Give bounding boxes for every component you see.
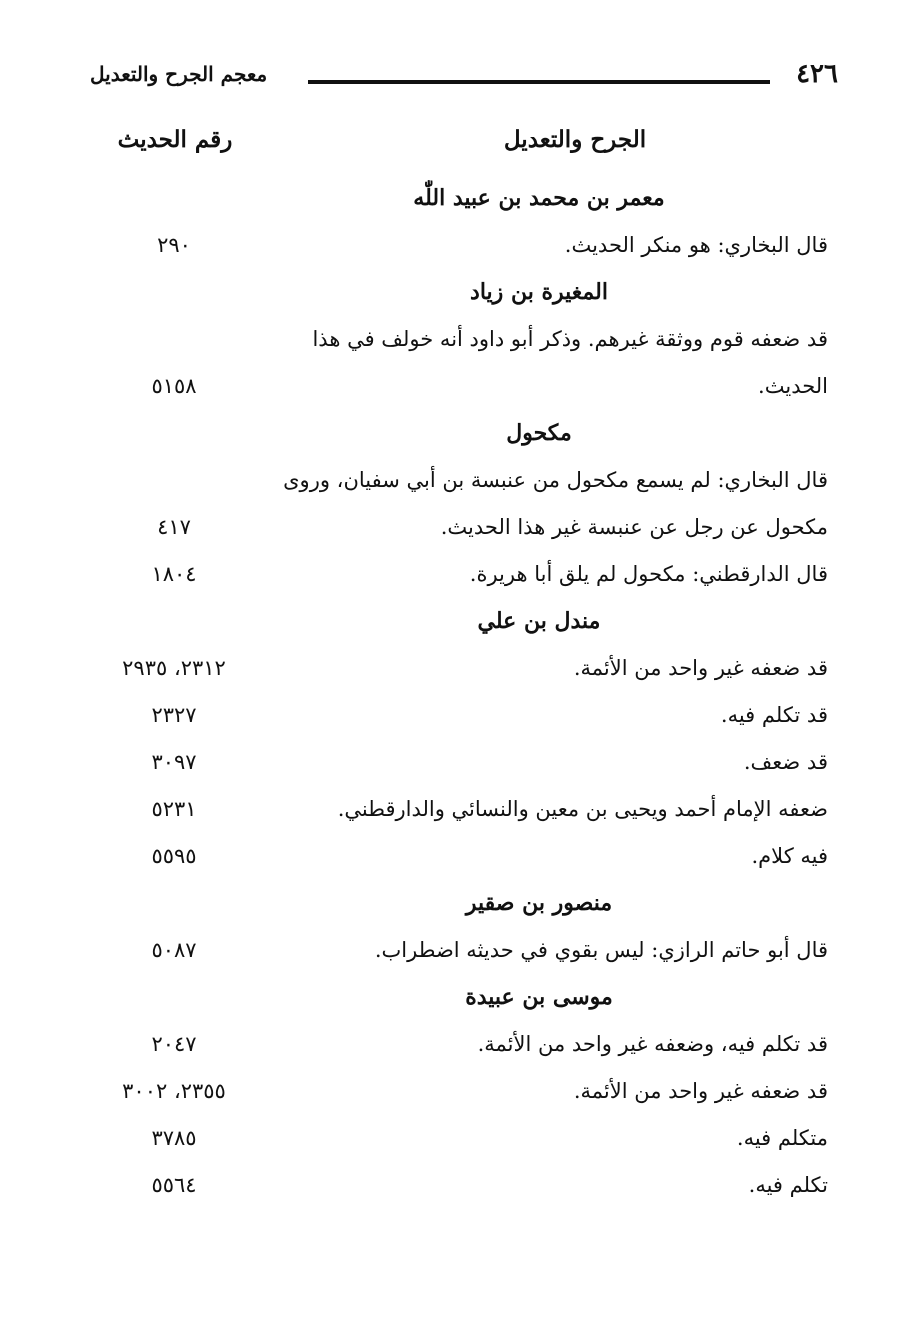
narrator-name: مندل بن علي	[477, 608, 601, 634]
hadith-number: ٢٣١٢، ٢٩٣٥	[122, 656, 226, 680]
hadith-number: ٣٠٩٧	[151, 750, 197, 774]
hadith-number: ٤١٧	[157, 515, 191, 539]
page-number: ٤٢٦	[796, 59, 838, 89]
remark-row	[90, 927, 828, 974]
text-column-heading: الجرح والتعديل	[503, 126, 647, 153]
remark-row	[90, 1115, 828, 1162]
hadith-number: ٢٩٠	[157, 233, 191, 257]
remark-text: قال الدارقطني: مكحول لم يلق أبا هريرة.	[469, 562, 828, 586]
remark-row	[90, 645, 828, 692]
narrator-name: المغيرة بن زياد	[470, 279, 608, 305]
remark-row	[90, 692, 828, 739]
hadith-number: ٥٥٦٤	[151, 1173, 197, 1197]
remark-text: قد تكلم فيه.	[720, 703, 828, 727]
remark-row	[90, 1068, 828, 1115]
remark-text: فيه كلام.	[751, 844, 828, 868]
hadith-number: ٢٣٥٥، ٣٠٠٢	[122, 1079, 226, 1103]
narrator-name: معمر بن محمد بن عبيد اللّٰه	[413, 185, 665, 211]
ref-column-heading: رقم الحديث	[117, 126, 233, 153]
remark-text: متكلم فيه.	[736, 1126, 828, 1150]
narrator-name: مكحول	[506, 420, 572, 446]
remark-text: تكلم فيه.	[748, 1173, 828, 1197]
hadith-number: ٣٧٨٥	[151, 1126, 197, 1150]
hadith-number: ٥١٥٨	[151, 374, 197, 398]
remark-text: قد ضعفه غير واحد من الأئمة.	[573, 656, 828, 680]
remark-row	[90, 551, 828, 598]
book-title: معجم الجرح والتعديل	[90, 62, 268, 86]
remark-text: ضعفه الإمام أحمد ويحيى بن معين والنسائي والدارقطني.	[337, 797, 828, 821]
hadith-number: ٥٢٣١	[151, 797, 197, 821]
hadith-number: ٥٥٩٥	[151, 844, 197, 868]
remark-text: قد ضعفه غير واحد من الأئمة.	[573, 1079, 828, 1103]
remark-row	[90, 786, 828, 833]
remark-row	[90, 316, 828, 410]
hadith-number: ٥٠٨٧	[151, 938, 197, 962]
hadith-number: ١٨٠٤	[151, 562, 197, 586]
remark-row	[90, 1021, 828, 1068]
remark-text: قد ضعف.	[743, 750, 828, 774]
remark-text: قد ضعفه قوم ووثقة غيرهم. وذكر أبو داود أنه خولف في هذا الحديث.	[312, 327, 828, 398]
remark-text: قال أبو حاتم الرازي: ليس بقوي في حديثه اضطراب.	[374, 938, 828, 962]
remark-text: قال البخاري: لم يسمع مكحول من عنبسة بن أبي سفيان، وروى مكحول عن رجل عن عنبسة غير هذا الحديث.	[283, 468, 828, 539]
remark-text: قال البخاري: هو منكر الحديث.	[564, 233, 828, 257]
remark-row	[90, 739, 828, 786]
remark-text: قد تكلم فيه، وضعفه غير واحد من الأئمة.	[477, 1032, 828, 1056]
remark-row	[90, 457, 828, 551]
remark-row	[90, 833, 828, 880]
remark-row	[90, 1162, 828, 1209]
narrator-name: موسى بن عبيدة	[465, 984, 613, 1010]
narrator-entries	[90, 175, 828, 1209]
narrator-name: منصور بن صقير	[465, 890, 613, 916]
hadith-number: ٢٠٤٧	[151, 1032, 197, 1056]
header-rule	[308, 80, 770, 84]
remark-row	[90, 222, 828, 269]
hadith-number: ٢٣٢٧	[151, 703, 197, 727]
